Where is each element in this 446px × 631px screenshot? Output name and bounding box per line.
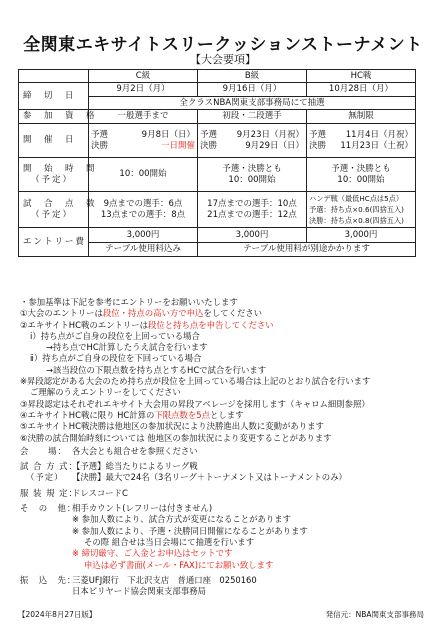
note-line: ご理解のうえエントリーをしてください [30, 387, 181, 398]
start-time-c: 10：00開始 [89, 158, 198, 192]
note-highlight: 段位と持ち点を申告してください [147, 319, 274, 330]
note-line [20, 410, 435, 421]
points-c [89, 192, 198, 228]
format-key-text: 試 合 方 式： [20, 461, 78, 472]
final-label: 決勝 [91, 140, 109, 151]
start-time-hc-line2: 10：00開始 [337, 174, 385, 185]
class-b-header: B級 [198, 70, 307, 83]
points-b-line2: 21点までの選手：12点 [207, 209, 297, 220]
class-header-row [19, 70, 416, 83]
note-line: →持ち点でHC計算したうえ試合を行います [46, 342, 208, 353]
issuer: 発信元：NBA関東支部事務局 [325, 610, 424, 619]
points-b [198, 192, 307, 228]
event-dates-hc [307, 124, 416, 158]
eligibility-label: 参 加 資 格 [19, 110, 89, 124]
format-item [20, 461, 435, 484]
other-line-red: ※ 締切厳守、ご入金とお申込はセットです [72, 548, 233, 559]
other-value [72, 503, 435, 571]
points-label-text: 試 合 点 数 [23, 198, 97, 209]
start-time-hc-line1: 予選・決勝とも [331, 163, 391, 174]
payment-value [72, 575, 435, 598]
other-line: ※ 参加人数により、試合方式が変更になることがあります [72, 514, 292, 525]
prelim-label: 予選 [91, 129, 109, 140]
page-subtitle: 【大会要項】 [190, 53, 256, 66]
format-line: 【決勝】最大で24名（3名リーグ＋トーナメント又はトーナメントのみ） [72, 472, 347, 483]
deadline-b: 9月16日（月） [198, 83, 307, 97]
points-c-line1: 9点までの選手：6点 [103, 198, 183, 209]
final-label: 決勝 [200, 140, 218, 151]
start-time-row [19, 158, 416, 192]
dress-item [20, 488, 435, 499]
event-dates-row [19, 124, 416, 158]
dress-key: 服 装 規 定： [20, 487, 78, 498]
points-c-line2: 13点までの選手：8点 [100, 209, 186, 220]
venue-item [20, 446, 435, 457]
start-time-hc [307, 158, 416, 192]
start-time-label-sub: （予定） [31, 174, 74, 185]
final-date-hc: 11月23日（土祝） [340, 140, 413, 151]
note-text: ①大会のエントリーは [20, 308, 103, 319]
prelim-label: 予選 [200, 129, 218, 140]
note-line: ⑥決勝の試合開始時刻については 他地区の参加状況により変更することがあります [20, 432, 332, 443]
fee-note-c: テーブル使用料込み [89, 243, 198, 257]
points-label [19, 192, 97, 228]
start-time-label-text: 開 始 時 間 [23, 163, 97, 174]
venue-value: 各大会とも組合せを参照ください [72, 445, 198, 456]
payment-line: 日本ビリヤード協会関東支部事務局 [72, 586, 206, 597]
note-text: ④エキサイトHC戦に限り HC計算の [20, 409, 155, 420]
note-line [20, 320, 435, 331]
one-day-note: 一日開催 [160, 140, 195, 151]
class-c-header: C級 [89, 70, 198, 83]
note-line: ※昇段認定がある大会のため持ち点が段位を上回っている場合は上記のとおり試合を行います [20, 376, 371, 387]
prelim-date-c: 9月8日（日） [141, 129, 195, 140]
note-text: をしてください [203, 308, 263, 319]
fee-b: 3,000円 [198, 228, 307, 243]
eligibility-row [19, 110, 416, 124]
other-key: そ の 他： [20, 503, 77, 514]
note-line: ③昇段認定はそれぞれエキサイト大会用の昇段アベレージを採用します（キャロム細則参照） [20, 398, 370, 409]
points-hc-line2: 予選：持ち点×0.6(四捨五入) [309, 205, 404, 214]
fee-c: 3,000円 [89, 228, 198, 243]
points-hc-line1: ハンデ戦（最低HC点は5点） [309, 194, 404, 203]
points-label-sub: （予定） [31, 209, 74, 220]
event-dates-label: 開 催 日 [19, 124, 89, 158]
other-line: ※ 参加人数により、予選・決勝同日開催になることがあります [72, 525, 308, 536]
prelim-date-hc: 11月4日（月祝） [345, 129, 413, 140]
note-text: ②エキサイトHC戦のエントリーは [20, 319, 148, 330]
venue-key: 会 場： [20, 445, 67, 456]
fee-hc: 3,000円 [307, 228, 416, 243]
format-key [20, 461, 78, 484]
start-time-b-line1: 予選・決勝とも [222, 163, 282, 174]
other-line-red: 申込は必ず書面(メール・FAX)にてお願い致します [84, 559, 274, 570]
deadline-c: 9月2日（月） [89, 83, 198, 97]
format-key-sub: （予定） [26, 472, 64, 483]
event-dates-b [198, 124, 307, 158]
start-time-b [198, 158, 307, 192]
version-date: 【2024年8月27日版】 [18, 610, 97, 619]
event-dates-c [89, 124, 198, 158]
deadline-label: 締 切 日 [19, 83, 89, 110]
class-hc-header: HC戦 [307, 70, 416, 83]
payment-item [20, 575, 435, 598]
fee-note-bhc: テーブル使用料が別途かかります [198, 243, 416, 257]
deadline-hc: 10月28日（月） [307, 83, 416, 97]
other-item [20, 503, 435, 571]
start-time-label [19, 158, 97, 192]
note-highlight: 段位・持点の高い方で申込 [102, 308, 204, 319]
empty-header-cell [19, 70, 89, 83]
notes-section [20, 297, 435, 597]
prelim-date-b: 9月23日（月祝） [236, 129, 304, 140]
note-line [20, 308, 435, 319]
payment-key: 振 込 先： [20, 574, 77, 585]
prelim-label: 予選 [309, 129, 327, 140]
note-line: ⅰ）持ち点がご自身の段位を上回っている場合 [30, 330, 200, 341]
note-line: →該当段位の下限点数を持ち点とするHCで試合を行います [46, 364, 267, 375]
note-line: ⑤エキサイトHC戦決勝は他地区の参加状況により決勝進出人数に変動があります [20, 421, 324, 432]
eligibility-b: 初段・二段選手 [198, 110, 307, 124]
points-hc-line3: 決勝：持ち点×0.8(四捨五入) [309, 216, 404, 225]
final-label: 決勝 [309, 140, 327, 151]
points-b-line1: 17点までの選手：10点 [207, 198, 297, 209]
start-time-b-line2: 10：00開始 [228, 174, 276, 185]
tournament-table [18, 69, 416, 257]
fee-row [19, 228, 416, 243]
format-value [72, 461, 435, 484]
lottery-note: 全クラスNBA関東支部事務局にて抽選 [89, 97, 416, 110]
other-line: 相手カウント(レフリーは付きません) [72, 503, 213, 514]
deadline-row [19, 83, 416, 97]
note-text: とします [209, 409, 244, 420]
note-line: ⅱ）持ち点がご自身の段位を下回っている場合 [30, 353, 202, 364]
points-hc [307, 192, 416, 228]
note-line: ・参加基準は下記を参考にエントリーをお願いいたします [20, 297, 238, 307]
payment-line: 三菱UFJ銀行 下北沢支店 普通口座 0250160 [72, 574, 257, 585]
note-highlight: 下限点数を5点 [154, 409, 210, 420]
eligibility-c: 一般選手まで [89, 110, 198, 124]
format-line: 【予選】総当たりによるリーグ戦 [72, 461, 198, 472]
dress-value: ドレスコードC [72, 487, 128, 498]
other-line: その際 組合せは当日会場にて抽選を行います [84, 536, 255, 547]
fee-label: エントリー費 [19, 228, 89, 257]
points-row [19, 192, 416, 228]
eligibility-hc: 無制限 [307, 110, 416, 124]
final-date-b: 9月29日（日） [245, 140, 304, 151]
page-title: 全関東エキサイトスリークッションストーナメント [23, 35, 423, 55]
